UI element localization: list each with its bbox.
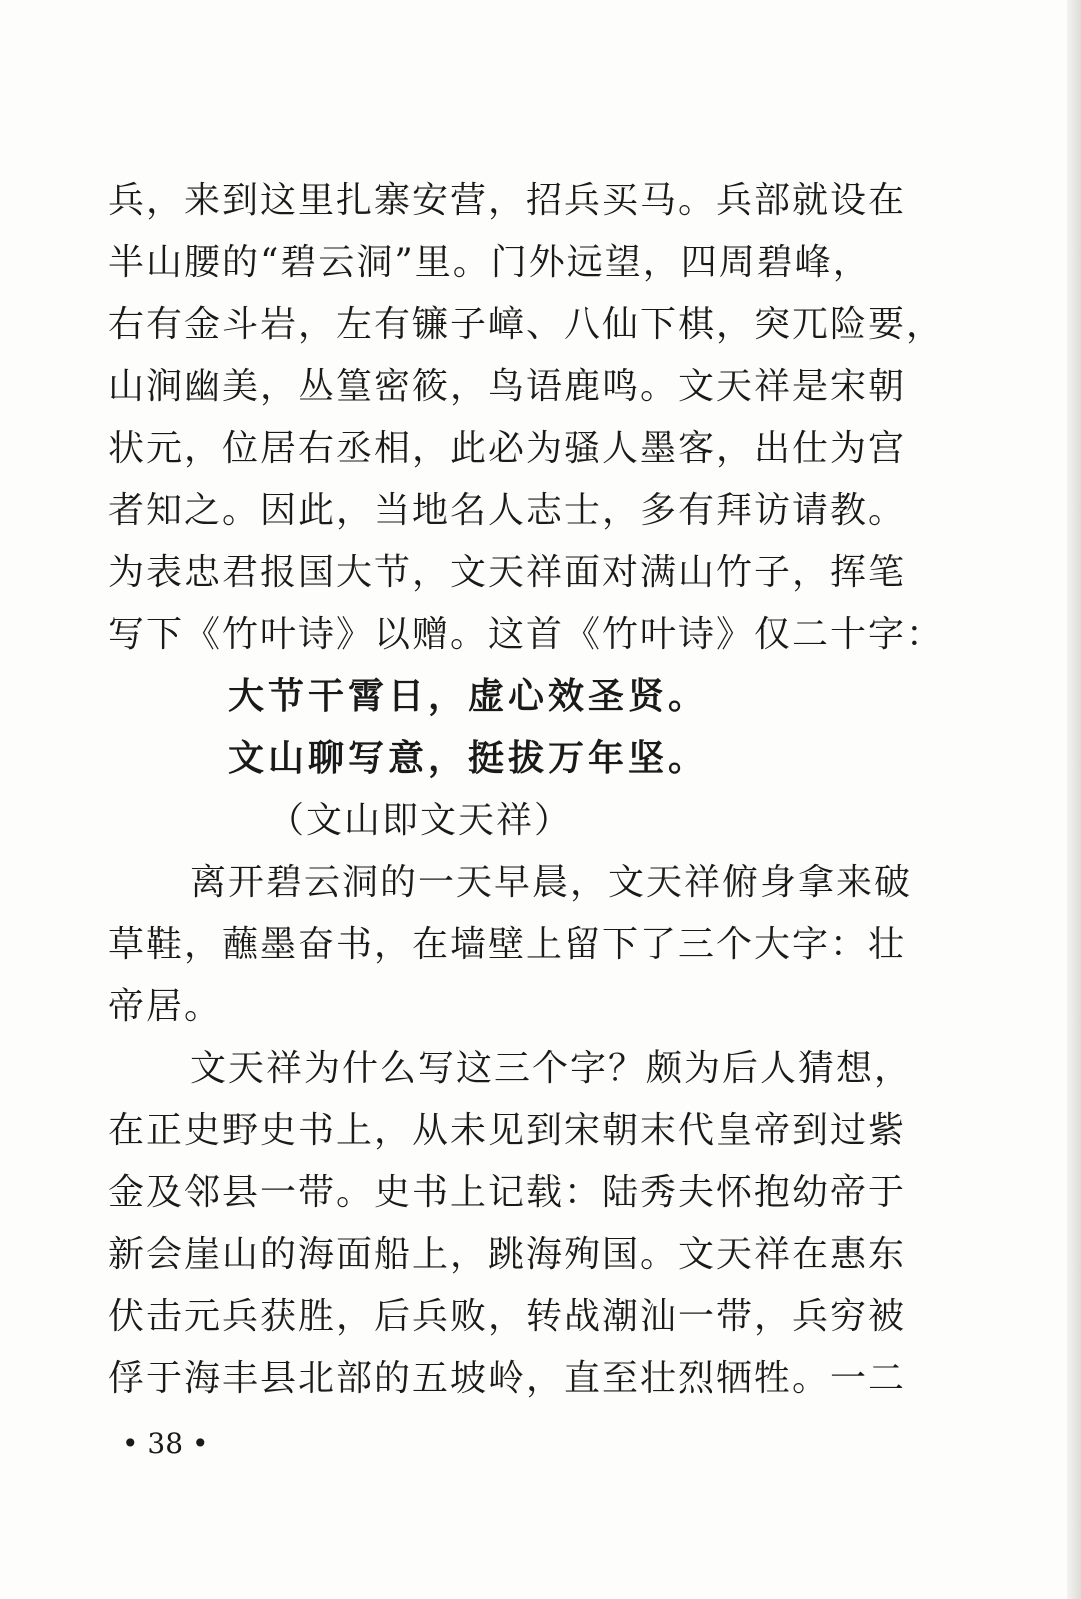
text-line: 文天祥为什么写这三个字？颇为后人猜想， xyxy=(190,1048,913,1089)
body-text xyxy=(108,170,948,1410)
text-line: 离开碧云洞的一天早晨，文天祥俯身拿来破 xyxy=(190,862,913,903)
poem-note: （文山即文天祥） xyxy=(268,800,573,841)
text-line: 状元，位居右丞相，此必为骚人墨客，出仕为宫 xyxy=(108,428,907,469)
scan-edge xyxy=(1067,0,1081,1599)
text-line: 兵，来到这里扎寨安营，招兵买马。兵部就设在 xyxy=(108,180,907,221)
poem-line: 大节干霄日，虚心效圣贤。 xyxy=(228,676,709,717)
text-line: 右有金斗岩，左有镰子嶂、八仙下棋，突兀险要， xyxy=(108,304,945,345)
text-line: 帝居。 xyxy=(108,986,223,1027)
text-line: 山涧幽美，丛篁密筱，鸟语鹿鸣。文天祥是宋朝 xyxy=(108,366,907,407)
text-line: 草鞋，蘸墨奋书，在墙壁上留下了三个大字：壮 xyxy=(108,924,907,965)
text-line: 半山腰的“碧云洞”里。门外远望，四周碧峰， xyxy=(108,242,871,283)
text-line: 俘于海丰县北部的五坡岭，直至壮烈牺牲。一二 xyxy=(108,1358,907,1399)
text-line: 伏击元兵获胜，后兵败，转战潮汕一带，兵穷被 xyxy=(108,1296,907,1337)
page-number: • 38 • xyxy=(122,1427,209,1460)
text-line: 写下《竹叶诗》以赠。这首《竹叶诗》仅二十字： xyxy=(108,614,945,655)
poem-line: 文山聊写意，挺拔万年坚。 xyxy=(228,738,709,779)
text-line: 金及邻县一带。史书上记载：陆秀夫怀抱幼帝于 xyxy=(108,1172,907,1213)
text-line: 在正史野史书上，从未见到宋朝末代皇帝到过紫 xyxy=(108,1110,907,1151)
text-line: 者知之。因此，当地名人志士，多有拜访请教。 xyxy=(108,490,907,531)
text-line: 新会崖山的海面船上，跳海殉国。文天祥在惠东 xyxy=(108,1234,907,1275)
text-line: 为表忠君报国大节，文天祥面对满山竹子，挥笔 xyxy=(108,552,907,593)
